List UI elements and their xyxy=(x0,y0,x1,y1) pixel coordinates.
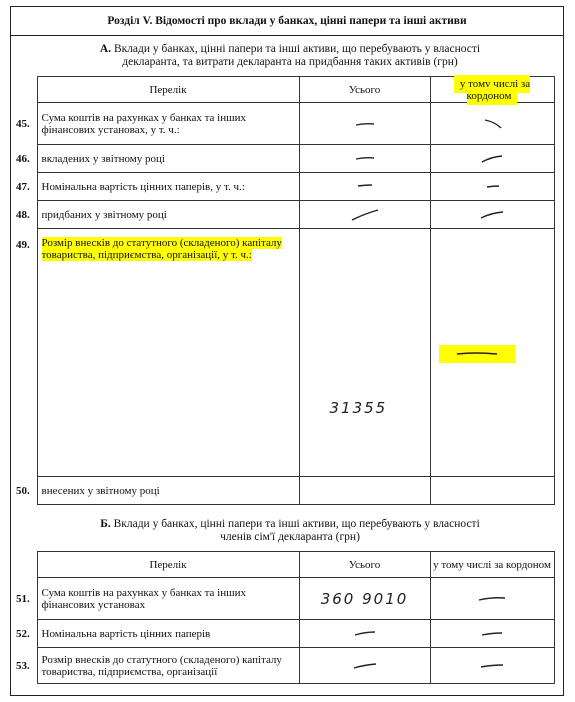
row-label: Сума коштів на рахунках у банках та інших фінансових установах, у т. ч.: xyxy=(37,103,299,145)
row-abroad xyxy=(430,477,554,505)
table-row xyxy=(14,145,554,173)
dash-mark xyxy=(350,154,380,164)
row-abroad xyxy=(430,103,554,145)
row-total xyxy=(299,620,430,648)
part-a-header-row xyxy=(14,77,554,103)
row-total xyxy=(299,578,430,620)
row-number: 45. xyxy=(16,117,30,130)
row-abroad xyxy=(430,648,554,684)
part-a-table xyxy=(14,76,555,505)
section-title: Розділ V. Відомості про вклади у банках, цінні папери та інші активи xyxy=(10,6,564,36)
table-row xyxy=(14,578,554,620)
row-total xyxy=(299,103,430,145)
row-number: 50. xyxy=(16,484,30,497)
dash-mark xyxy=(477,209,507,221)
row-total xyxy=(299,145,430,173)
table-row xyxy=(14,620,554,648)
row-label: Номінальна вартість цінних паперів, у т. ч.: xyxy=(37,173,299,201)
row-label xyxy=(37,229,299,477)
row-label: придбаних у звітному році xyxy=(37,201,299,229)
table-row xyxy=(14,103,554,145)
handwritten-value: 31355 xyxy=(329,399,388,417)
row-number: 47. xyxy=(16,180,30,193)
row-label: вкладених у звітному році xyxy=(37,145,299,173)
row-number: 46. xyxy=(16,152,30,165)
row-label: Номінальна вартість цінних паперів xyxy=(37,620,299,648)
table-row xyxy=(14,173,554,201)
row-label-highlight: Розмір внесків до статутного (складеного) капіталу товариства, підприємства, організації, у т. ч.: xyxy=(41,237,282,261)
row-number: 51. xyxy=(16,592,30,605)
row-total xyxy=(299,648,430,684)
dash-mark xyxy=(350,119,380,129)
column-header-total: Усього xyxy=(299,552,430,578)
row-label: внесених у звітному році xyxy=(37,477,299,505)
dash-mark xyxy=(350,182,380,192)
dash-mark xyxy=(477,661,507,671)
row-total xyxy=(299,173,430,201)
table-row xyxy=(14,229,554,477)
row-number: 48. xyxy=(16,208,30,221)
part-a-title-line2: декларанта, та витрати декларанта на придбання таких активів (грн) xyxy=(122,56,458,68)
column-header-total: Усього xyxy=(299,77,430,103)
dash-mark xyxy=(350,661,380,671)
dash-mark xyxy=(350,629,380,639)
row-number: 52. xyxy=(16,627,30,640)
highlight-mark xyxy=(439,345,515,363)
dash-mark xyxy=(477,117,507,131)
row-number: 49. xyxy=(16,238,30,251)
part-a-title xyxy=(40,43,540,69)
column-header-abroad xyxy=(430,77,554,103)
row-abroad xyxy=(430,578,554,620)
part-a-title-line1: Вклади у банках, цінні папери та інші активи, що перебувають у власності xyxy=(111,43,481,55)
column-header-abroad: у тому числі за кордоном xyxy=(430,552,554,578)
dash-mark xyxy=(348,208,382,222)
table-row xyxy=(14,477,554,505)
part-b-title xyxy=(40,518,540,544)
row-abroad xyxy=(430,145,554,173)
part-b-letter: Б. xyxy=(100,518,111,530)
column-header-list: Перелік xyxy=(37,552,299,578)
table-row xyxy=(14,201,554,229)
table-row xyxy=(14,648,554,684)
dash-mark xyxy=(477,153,507,165)
column-header-abroad-highlight: у тому числі за кордоном xyxy=(454,75,530,105)
column-header-list: Перелік xyxy=(37,77,299,103)
dash-mark xyxy=(439,345,515,363)
part-b-title-line1: Вклади у банках, цінні папери та інші активи, що перебувають у власності xyxy=(110,518,480,530)
row-abroad xyxy=(430,620,554,648)
row-abroad xyxy=(430,201,554,229)
part-b-table xyxy=(14,551,555,684)
row-label: Сума коштів на рахунках у банках та інших фінансових установах xyxy=(37,578,299,620)
part-a-letter: А. xyxy=(99,43,112,55)
row-abroad xyxy=(430,173,554,201)
row-total xyxy=(299,201,430,229)
row-abroad xyxy=(430,229,554,477)
whiteout-patch xyxy=(40,445,296,475)
row-number: 53. xyxy=(16,659,30,672)
row-total xyxy=(299,477,430,505)
part-b-title-line2: членів сім'ї декларанта (грн) xyxy=(220,531,360,543)
dash-mark xyxy=(477,182,507,192)
handwritten-value: 360 9010 xyxy=(320,589,409,608)
part-b-header-row xyxy=(14,552,554,578)
row-label: Розмір внесків до статутного (складеного) капіталу товариства, підприємства, організації xyxy=(37,648,299,684)
dash-mark xyxy=(475,594,509,604)
row-total xyxy=(299,229,430,477)
dash-mark xyxy=(477,629,507,639)
